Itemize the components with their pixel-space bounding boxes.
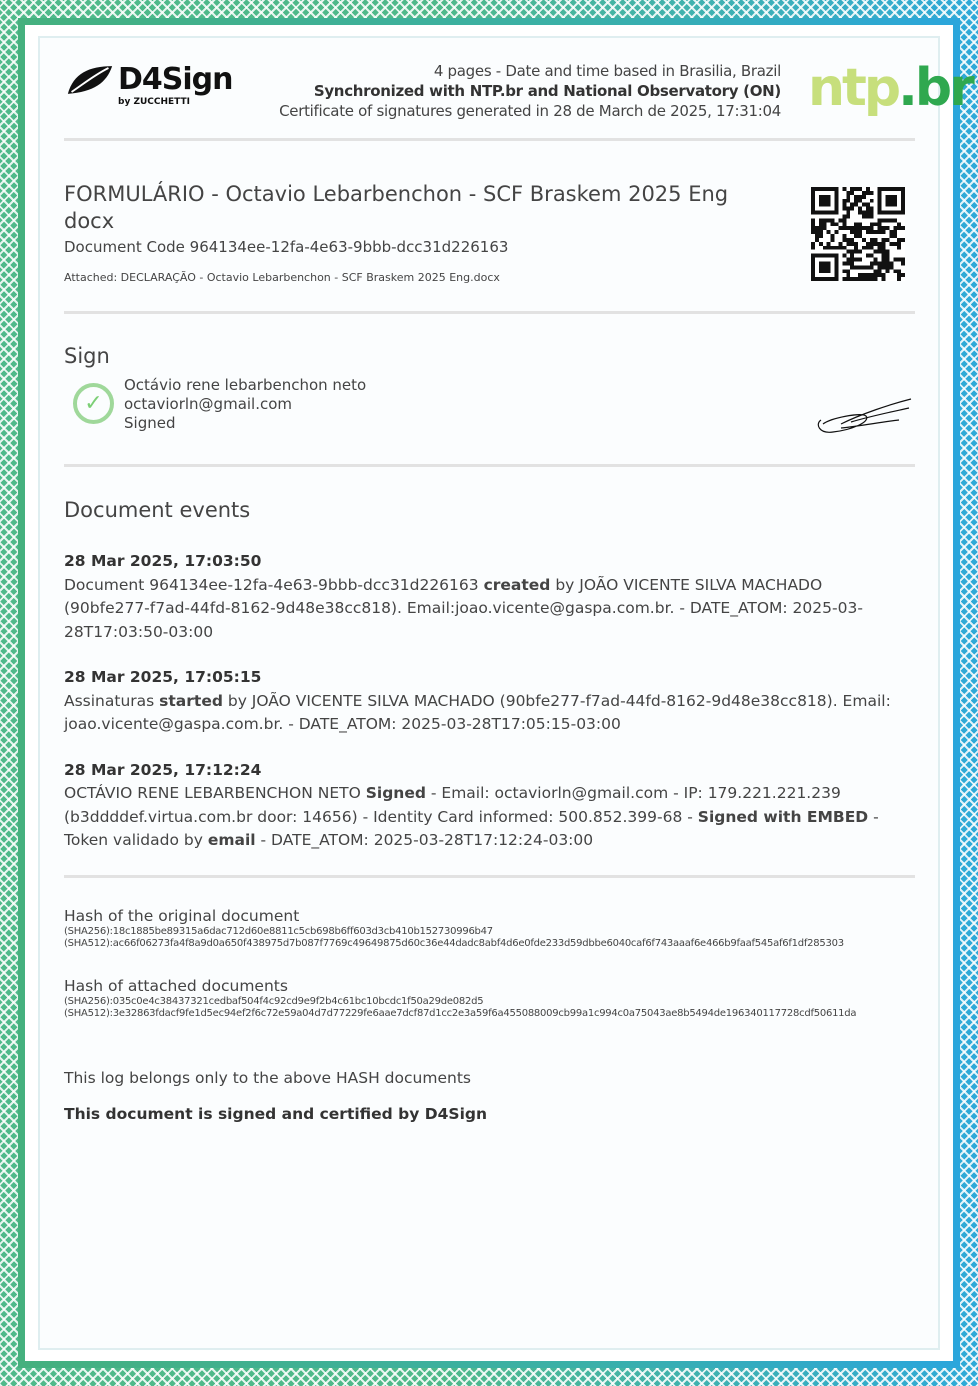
- event-description: Assinaturas started by JOÃO VICENTE SILVA MACHADO (90bfe277-f7ad-44fd-8162-9d48e38cc818). Email: joao.vicente@gaspa.com.br. - DATE_ATOM: 2025-03-28T17:05:15-03:00: [64, 691, 891, 733]
- attached-sha512: (SHA512):3e32863fdacf9fe1d5ec94ef2f6c72e59a04d7d77229fe6aae7dcf87d1cc2e3a59f6a455088009cb99a1c994c0a75043ae8b5494de196340117728cdf50611da: [64, 1007, 857, 1019]
- log-note: This log belongs only to the above HASH documents: [64, 1068, 471, 1087]
- divider: [64, 138, 915, 141]
- leaf-icon: [66, 64, 114, 96]
- d4sign-logo: [66, 64, 246, 108]
- document-code: Document Code 964134ee-12fa-4e63-9bbb-dcc31d226163: [64, 238, 509, 256]
- certificate-header: [279, 61, 781, 121]
- divider: [64, 464, 915, 467]
- event-description: Document 964134ee-12fa-4e63-9bbb-dcc31d226163 created by JOÃO VICENTE SILVA MACHADO (90bfe277-f7ad-44fd-8162-9d48e38cc818). Email:joao.vicente@gaspa.com.br. - DATE_ATOM: 2025-03-28T17:03:50-03:00: [64, 575, 863, 641]
- sign-heading: Sign: [64, 344, 110, 368]
- signature-image: [811, 394, 915, 438]
- header-pages: 4 pages - Date and time based in Brasilia, Brazil: [433, 62, 781, 80]
- signer-row: [64, 376, 915, 438]
- certified-note: This document is signed and certified by D4Sign: [64, 1104, 488, 1123]
- ntp-logo: ntp.br: [808, 58, 972, 118]
- event-item: [64, 759, 904, 853]
- event-date: 28 Mar 2025, 17:03:50: [64, 552, 262, 570]
- event-item: [64, 666, 904, 737]
- header-generated: Certificate of signatures generated in 28 de March de 2025, 17:31:04: [279, 102, 781, 120]
- header-sync: Synchronized with NTP.br and National Observatory (ON): [313, 82, 781, 100]
- attached-sha256: (SHA256):035c0e4c38437321cedbaf504f4c92cd9e9f2b4c61bc10bcdc1f50a29de082d5: [64, 995, 484, 1007]
- event-item: [64, 550, 904, 644]
- signer-email: octaviorln@gmail.com: [124, 395, 293, 413]
- document-title: FORMULÁRIO - Octavio Lebarbenchon - SCF Braskem 2025 Eng docx: [64, 182, 729, 233]
- check-circle-icon: ✓: [73, 383, 114, 424]
- event-description: OCTÁVIO RENE LEBARBENCHON NETO Signed - Email: octaviorln@gmail.com - IP: 179.221.221.239 (b3ddddef.virtua.com.br door: 14656) - Identity Card informed: 500.852.399-68 - Signed with EMBED - Token validado by email - DATE_ATOM: 2025-03-28T17:12:24-03:00: [64, 784, 879, 849]
- attached-document: Attached: DECLARAÇÃO - Octavio Lebarbenchon - SCF Braskem 2025 Eng.docx: [64, 271, 500, 284]
- signer-info: [124, 376, 366, 433]
- divider: [64, 875, 915, 878]
- certificate-content: [64, 138, 915, 1124]
- original-hash-label: Hash of the original document: [64, 906, 300, 925]
- event-date: 28 Mar 2025, 17:12:24: [64, 760, 262, 779]
- signer-status: Signed: [124, 414, 176, 432]
- events-heading: Document events: [64, 498, 251, 522]
- brand-name: D4Sign: [118, 62, 233, 97]
- signer-name: Octávio rene lebarbenchon neto: [124, 376, 367, 394]
- original-sha512: (SHA512):ac66f06273fa4f8a9d0a650f438975d7b087f7769c49649875d60c36e44dadc8abf4d6e0fde233d59dbbe6040caf6f743aaaf6e466b9faaf545af6f1df285303: [64, 937, 844, 949]
- brand-by: by ZUCCHETTI: [118, 97, 190, 107]
- attached-hash-label: Hash of attached documents: [64, 976, 288, 995]
- divider: [64, 311, 915, 314]
- original-sha256: (SHA256):18c1885be89315a6dac712d60e8811c5cb698b6ff603d3cb410b152730996b47: [64, 925, 493, 937]
- event-date: 28 Mar 2025, 17:05:15: [64, 668, 262, 686]
